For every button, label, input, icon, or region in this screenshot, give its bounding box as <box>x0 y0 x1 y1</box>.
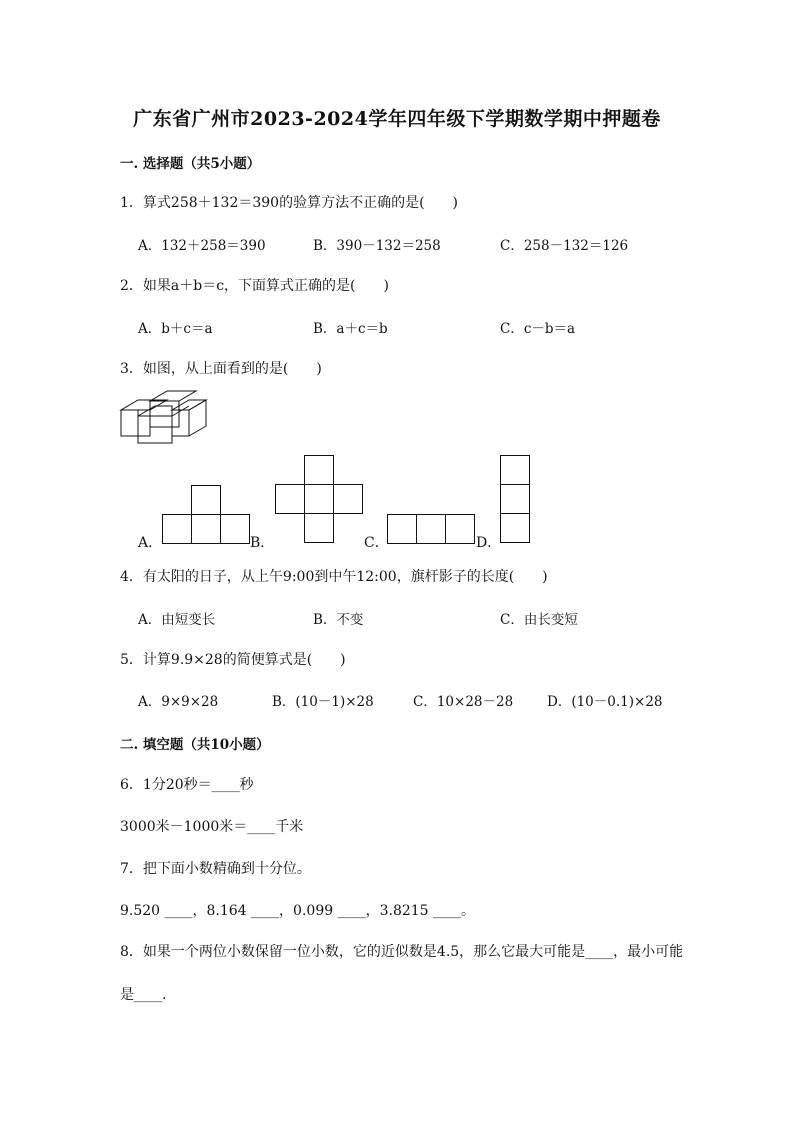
q4-option-b: B．不变 <box>313 612 364 628</box>
q5-option-c: C．10×28－28 <box>413 694 514 710</box>
q1-option-c: C．258－132＝126 <box>500 238 629 254</box>
q3-option-d-label: D． <box>476 535 502 551</box>
q4-option-c: C．由长变短 <box>500 612 578 628</box>
section-heading-choice: 一. 选择题（共5小题） <box>120 156 261 172</box>
q1-option-a: A．132＋258＝390 <box>138 238 266 254</box>
q5-option-d: D．(10－0.1)×28 <box>547 694 663 710</box>
q3-option-c-diagram <box>387 514 477 546</box>
q3-option-a-diagram <box>162 485 252 545</box>
question-2-stem: 2．如果a＋b＝c，下面算式正确的是( ) <box>120 278 389 294</box>
question-6-line1: 6．1分20秒＝____秒 <box>120 777 254 793</box>
q2-option-a: A．b＋c＝a <box>138 321 213 337</box>
q3-option-a-label: A． <box>138 535 163 551</box>
q5-option-b: B．(10－1)×28 <box>272 694 374 710</box>
q3-option-d-diagram <box>500 455 532 545</box>
question-8-line2: 是____. <box>120 987 167 1003</box>
question-1-stem: 1．算式258＋132＝390的验算方法不正确的是( ) <box>120 195 458 211</box>
q5-option-a: A．9×9×28 <box>138 694 219 710</box>
page-title: 广东省广州市2023-2024学年四年级下学期数学期中押题卷 <box>133 108 661 130</box>
question-7-stem: 7．把下面小数精确到十分位。 <box>120 861 311 877</box>
q1-option-b: B．390－132＝258 <box>313 238 441 254</box>
q4-option-a: A．由短变长 <box>138 612 216 628</box>
question-6-line2: 3000米－1000米＝____千米 <box>120 819 304 835</box>
question-4-stem: 4．有太阳的日子，从上午9:00到中午12:00，旗杆影子的长度( ) <box>120 569 548 585</box>
section-heading-fill: 二. 填空题（共10小题） <box>120 737 270 753</box>
question-7-line: 9.520 ____，8.164 ____，0.099 ____，3.8215 ____。 <box>120 903 476 919</box>
q2-option-b: B．a＋c＝b <box>313 321 388 337</box>
question-5-stem: 5．计算9.9×28的简便算式是( ) <box>120 652 346 668</box>
q3-option-b-diagram <box>275 455 365 545</box>
q2-option-c: C．c－b＝a <box>500 321 576 337</box>
question-3-stem: 3．如图，从上面看到的是( ) <box>120 361 322 377</box>
q3-option-c-label: C． <box>364 535 389 551</box>
question-8-line1: 8．如果一个两位小数保留一位小数，它的近似数是4.5，那么它最大可能是____，最小可能 <box>120 944 684 960</box>
q3-option-b-label: B． <box>250 535 275 551</box>
